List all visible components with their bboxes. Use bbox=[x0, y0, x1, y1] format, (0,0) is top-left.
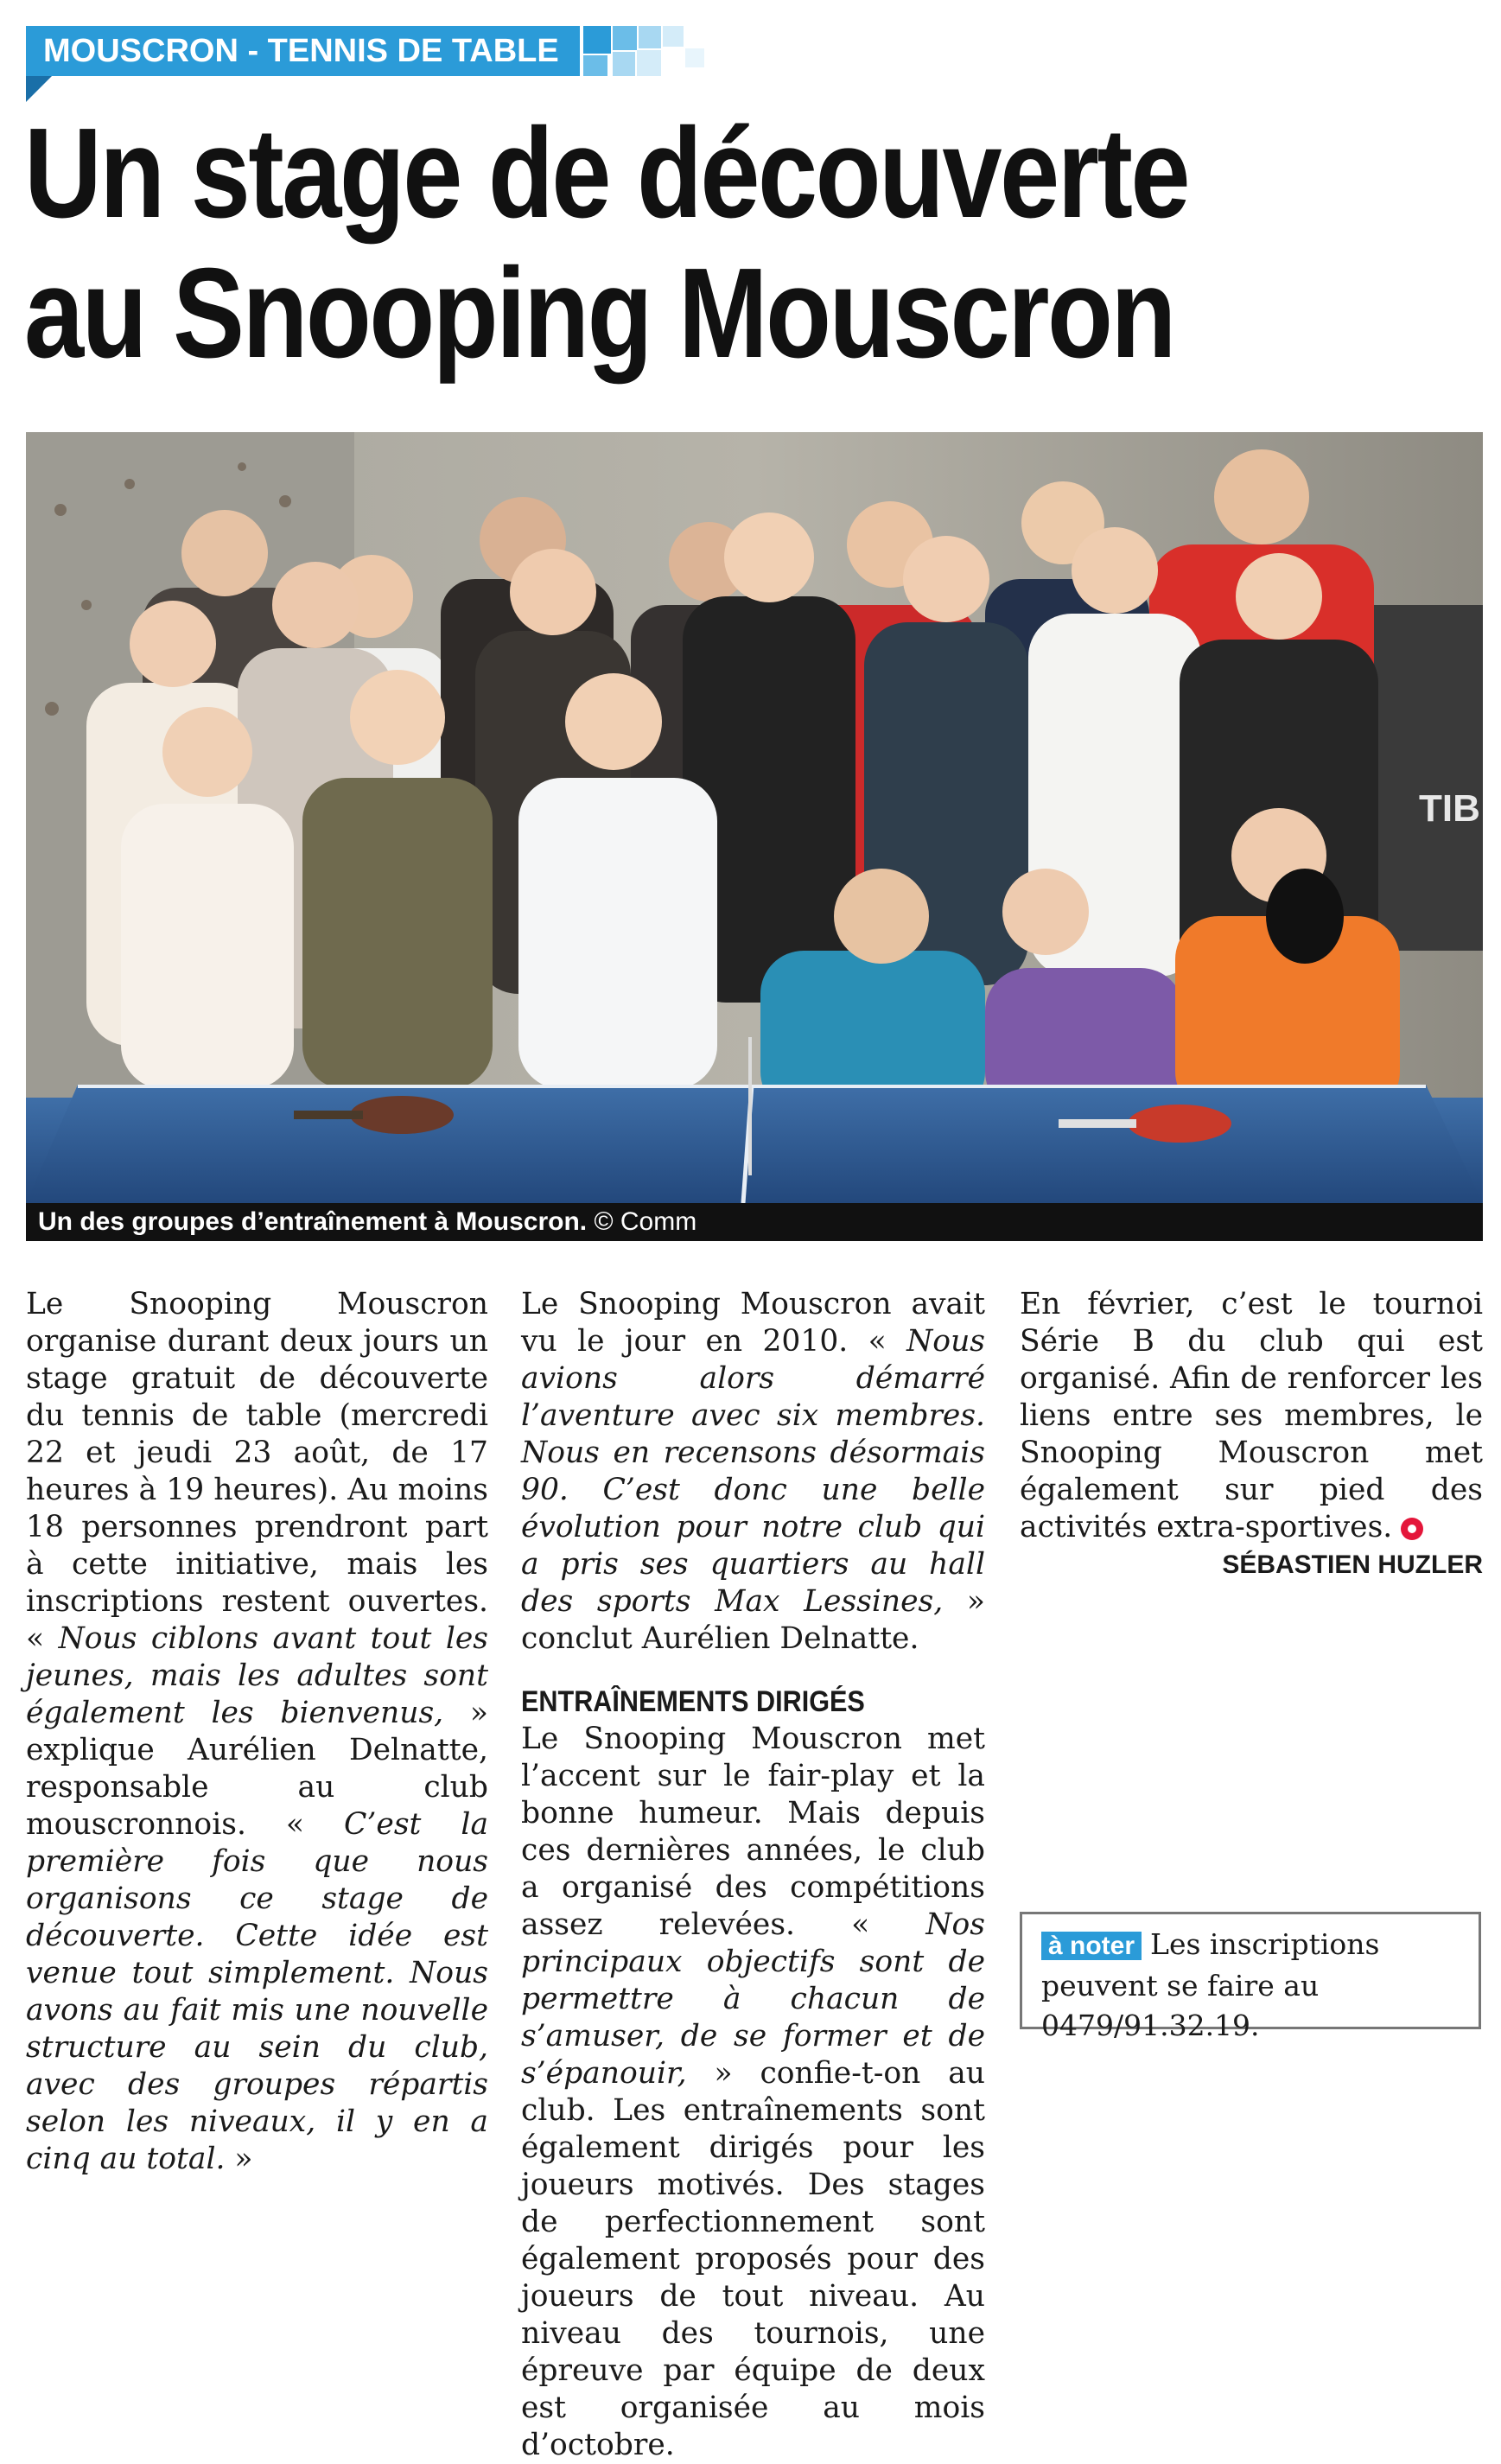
p1-quote-1: Nous ciblons avant tout les jeunes, mais les adultes sont également les bienvenus, bbox=[26, 1621, 488, 1730]
photo-caption bbox=[26, 1203, 1483, 1241]
group-photo-illustration bbox=[26, 432, 1483, 1203]
p3-text-a: Le Snooping Mouscron met l’accent sur le fair-play et la bonne humeur. Mais depuis ces dernières années, le club a organisé des compétitions assez relevées. « bbox=[521, 1722, 985, 1942]
headline-line-1: Un stage de découverte bbox=[24, 102, 1189, 245]
group-photo bbox=[26, 432, 1483, 1203]
p4-text: En février, c’est le tournoi Série B du club qui est organisé. Afin de renforcer les liens entre ses membres, le Snooping Mouscron met également sur pied des activités extra-sportives. bbox=[1020, 1287, 1483, 1544]
caption-text: Un des groupes d’entraînement à Mouscron. bbox=[38, 1207, 588, 1236]
note-box bbox=[1020, 1912, 1481, 2042]
note-label: à noter bbox=[1041, 1932, 1142, 1960]
article-paragraph-3 bbox=[521, 1721, 985, 2464]
p2-text-a: Le Snooping Mouscron avait vu le jour en 2010. « bbox=[521, 1287, 985, 1359]
article-column-2 bbox=[521, 1286, 985, 2464]
headline bbox=[24, 104, 1251, 384]
section-rubric: MOUSCRON - TENNIS DE TABLE bbox=[26, 26, 580, 76]
article-paragraph-2 bbox=[521, 1286, 985, 1658]
headline-line-2: au Snooping Mouscron bbox=[24, 242, 1174, 385]
p3-text-b: » confie-t-on au club. Les entraînements sont également dirigés pour les joueurs motivés. Des stages de perfectionnement sont également proposés pour des joueurs de tout niveau. Au niveau des tournois, une épreuve par équipe de deux est organisée au mois d’octobre. bbox=[521, 2056, 985, 2462]
author-signature: SÉBASTIEN HUZLER bbox=[1222, 1550, 1483, 1579]
article-column-3 bbox=[1020, 1286, 1483, 1582]
article-paragraph-4 bbox=[1020, 1286, 1483, 1546]
table-logo-text: TIB bbox=[1419, 787, 1480, 830]
p1-text-b: » explique Aurélien Delnatte, responsable au club mouscronnois. « bbox=[26, 1696, 488, 1842]
end-of-article-icon bbox=[1401, 1518, 1423, 1540]
article-paragraph-1 bbox=[26, 1286, 488, 2178]
p3-quote: Nos principaux objectifs sont de permettre à chacun de s’amuser, de se former et de s’épanouir, bbox=[521, 1907, 985, 2091]
rubric-tab bbox=[26, 76, 52, 102]
caption-credit: © Comm bbox=[594, 1207, 697, 1236]
p1-text-a: Le Snooping Mouscron organise durant deux jours un stage gratuit de découverte du tennis de table (mercredi 22 et jeudi 23 août, de 17 heures à 19 heures). Au moins 18 personnes prendront part à cette initiative, mais les inscriptions restent ouvertes. « bbox=[26, 1287, 488, 1656]
subheading: ENTRAÎNEMENTS DIRIGÉS bbox=[521, 1685, 865, 1718]
p1-text-c: » bbox=[225, 2142, 253, 2176]
note-text: Les inscriptions peuvent se faire au 0479/91.32.19. bbox=[1041, 1927, 1380, 2042]
p2-text-b: » conclut Aurélien Delnatte. bbox=[521, 1584, 985, 1656]
p2-quote: Nous avions alors démarré l’aventure avec six membres. Nous en recensons désormais 90. C’est donc une belle évolution pour notre club qui a pris ses quartiers au hall des sports Max Lessines, bbox=[521, 1324, 985, 1619]
article-column-1 bbox=[26, 1286, 488, 2178]
p1-quote-2: C’est la première fois que nous organisons ce stage de découverte. Cette idée est venue tout simplement. Nous avons au fait mis une nouvelle structure au sein du club, avec des groupes répartis selon les niveaux, il y en a cinq au total. bbox=[26, 1807, 489, 2176]
